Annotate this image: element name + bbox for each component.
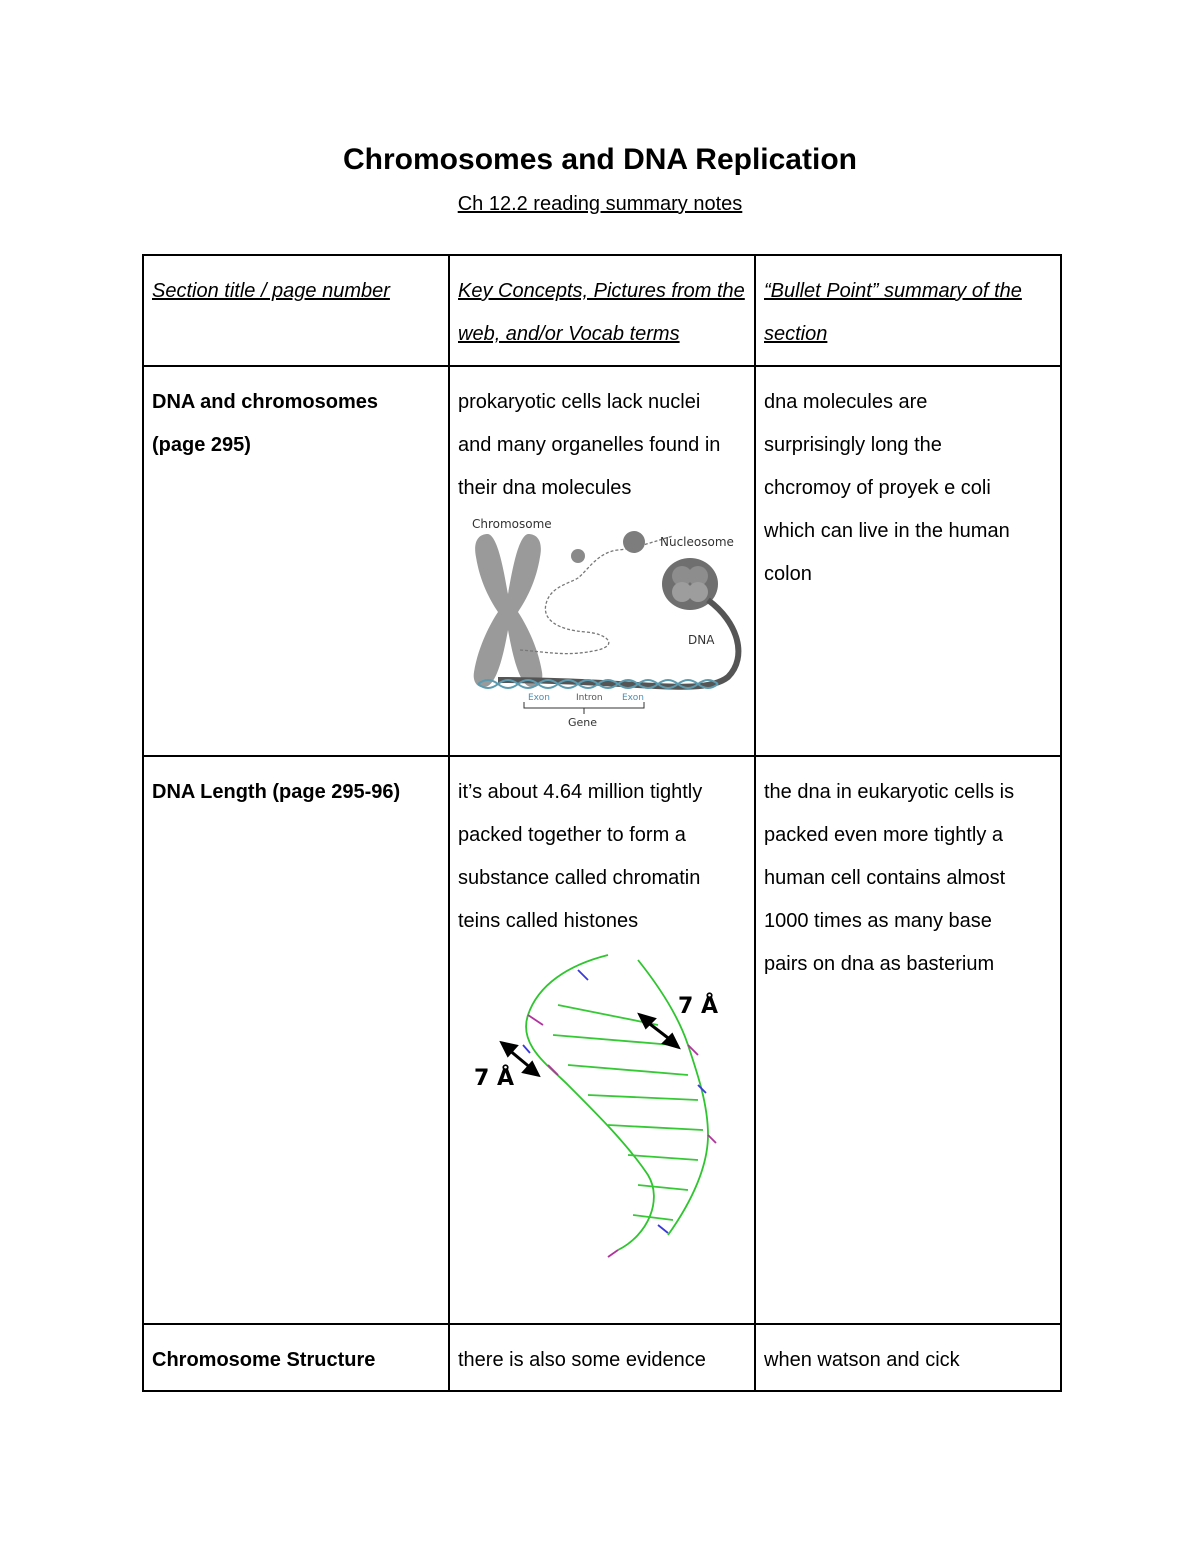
label-exon-2: Exon — [622, 693, 644, 703]
concepts-text: prokaryotic cells lack nuclei and many organelles found in their dna molecules — [458, 391, 721, 499]
summary-text: when watson and cick — [764, 1349, 960, 1371]
label-gene: Gene — [568, 716, 598, 729]
dna-strand-loose — [520, 536, 673, 654]
header-cell — [143, 255, 449, 366]
label-intron: Intron — [576, 693, 603, 703]
summary-text: dna molecules are surprisingly long the chcromoy of proyek e coli which can live in the human colon — [764, 391, 1010, 585]
concepts-text: it’s about 4.64 million tightly packed together to form a substance called chromatin teins called histones — [458, 781, 703, 932]
summary-text: the dna in eukaryotic cells is packed even more tightly a human cell contains almost 1000 times as many base pairs on dna as basterium — [764, 781, 1015, 975]
label-nucleosome: Nucleosome — [660, 535, 734, 549]
section-cell — [143, 366, 449, 756]
section-cell — [143, 756, 449, 1324]
header-concepts: Key Concepts, Pictures from the web, and/or Vocab terms — [458, 280, 745, 345]
concepts-cell — [449, 1324, 755, 1391]
table-row — [143, 756, 1061, 1324]
notes-table — [142, 254, 1062, 1392]
section-text: DNA Length (page 295-96) — [152, 781, 401, 803]
section-text: DNA and chromosomes (page 295) — [152, 391, 378, 456]
summary-cell — [755, 366, 1061, 756]
header-section: Section title / page number — [152, 280, 390, 302]
label-chromosome: Chromosome — [472, 517, 552, 531]
label-spacing-top: 7 Å — [678, 994, 718, 1019]
header-cell — [755, 255, 1061, 366]
nucleosome-medium — [623, 531, 645, 553]
concepts-cell — [449, 756, 755, 1324]
concepts-cell — [449, 366, 755, 756]
header-summary: “Bullet Point” summary of the section — [764, 280, 1022, 345]
table-header-row — [143, 255, 1061, 366]
table-row — [143, 1324, 1061, 1391]
section-cell — [143, 1324, 449, 1391]
concepts-text: there is also some evidence — [458, 1349, 706, 1371]
nucleosome-small — [571, 549, 585, 563]
page-title: Chromosomes and DNA Replication — [343, 143, 857, 176]
label-exon-1: Exon — [528, 693, 550, 703]
header-cell — [449, 255, 755, 366]
label-dna: DNA — [688, 633, 715, 647]
chromosome-shape — [474, 534, 543, 687]
summary-cell — [755, 756, 1061, 1324]
chromosome-diagram — [458, 512, 743, 732]
gene-bracket — [524, 702, 644, 714]
section-text: Chromosome Structure — [152, 1349, 376, 1371]
dna-molecular-model — [458, 945, 743, 1265]
summary-cell — [755, 1324, 1061, 1391]
label-spacing-left: 7 Å — [474, 1066, 514, 1091]
page-subtitle: Ch 12.2 reading summary notes — [457, 193, 743, 215]
table-row — [143, 366, 1061, 756]
